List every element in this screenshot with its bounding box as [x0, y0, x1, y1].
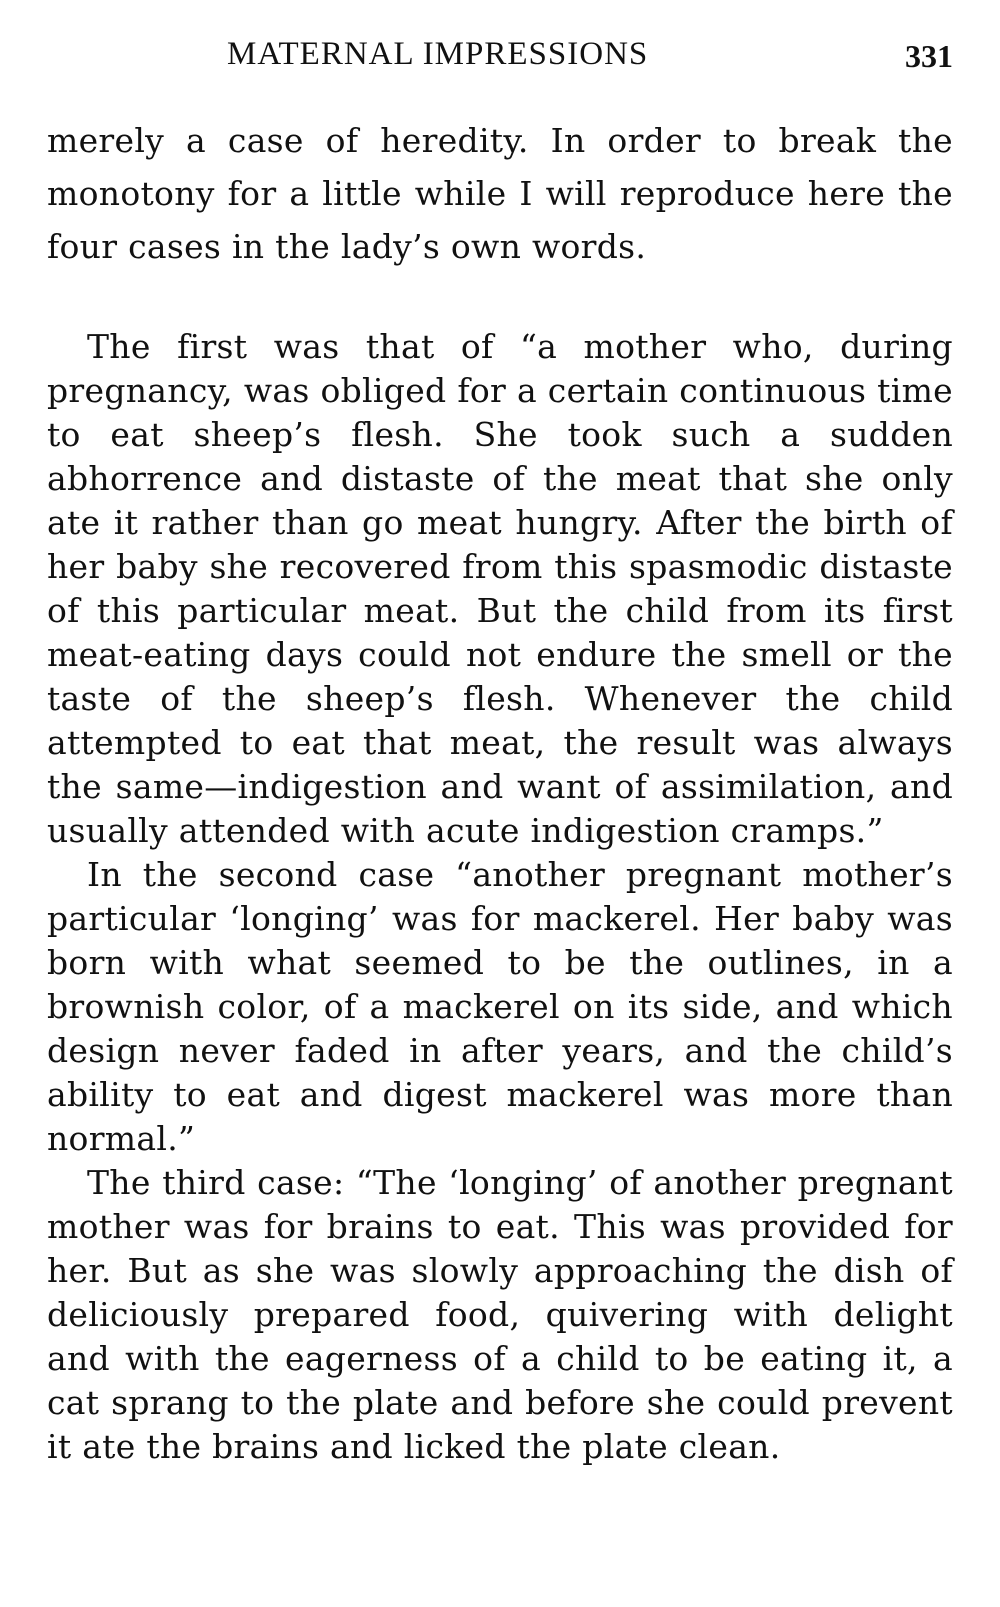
- running-header: [47, 0, 953, 96]
- page-number: 331: [905, 38, 953, 74]
- paragraph-first-case: The first was that of “a mother who, during pregnancy, was obliged for a certain continuous time to eat sheep’s flesh. She took such a sudden abhorrence and distaste of the meat that she only ate it rather than go meat hungry. After the birth of her baby she recovered from this spasmodic distaste of this particular meat. But the child from its first meat-eating days could not endure the smell or the taste of the sheep’s flesh. Whenever the child attempted to eat that meat, the result was always the same—indigestion and want of assimilation, and usually attended with acute indigestion cramps.”: [47, 327, 953, 850]
- paragraph-continued: merely a case of heredity. In order to break the monotony for a little while I will reproduce here the four cases in the lady’s own words.: [47, 121, 953, 266]
- paragraph-second-case: In the second case “another pregnant mother’s particular ‘longing’ was for mackerel. Her baby was born with what seemed to be the outlines, in a brownish color, of a mackerel on its side, and which design never faded in after years, and the child’s ability to eat and digest mackerel was more than normal.”: [47, 855, 953, 1158]
- book-page: [47, 0, 953, 1469]
- section-spacer: [47, 273, 953, 325]
- paragraph-third-case: The third case: “The ‘longing’ of another pregnant mother was for brains to eat. This was provided for her. But as she was slowly approaching the dish of deliciously prepared food, quivering with delight and with the eagerness of a child to be eating it, a cat sprang to the plate and before she could prevent it ate the brains and licked the plate clean.: [47, 1163, 953, 1466]
- running-title: MATERNAL IMPRESSIONS: [227, 36, 649, 72]
- body-text: [47, 114, 953, 1469]
